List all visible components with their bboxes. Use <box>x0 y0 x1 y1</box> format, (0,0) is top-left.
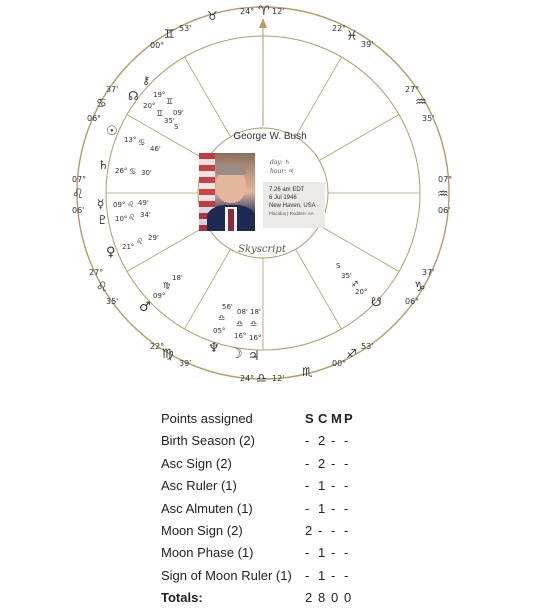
table-row <box>161 430 401 452</box>
chiron-sign-icon: ♊ <box>166 97 174 106</box>
aquarius-cusp-icon: ♒ <box>415 95 427 110</box>
libra-icon: ♎ <box>256 371 267 385</box>
libra-extra-minutes <box>238 317 239 318</box>
birth-time: 7.26 am EDT <box>269 187 305 193</box>
skyscript-logo: Skyscript <box>238 244 286 255</box>
pluto-degree: 10° <box>115 215 128 223</box>
mc-minutes: 12' <box>272 7 285 16</box>
gemini-icon: ♊ <box>164 27 175 41</box>
capricorn-icon: ♑ <box>414 280 426 295</box>
pisces-cusp-minutes: 39' <box>361 40 374 49</box>
table-header-score-m: M <box>331 411 342 426</box>
table-row-score-m: - <box>331 567 336 583</box>
jupiter-degree: 16° <box>249 334 262 342</box>
leo-icon: ♌ <box>72 187 84 202</box>
table-row-label: Birth Season (2) <box>161 433 255 449</box>
sagittarius-cusp-minutes: 53' <box>361 342 374 351</box>
south-node-sign-icon: ♐ <box>351 280 359 289</box>
table-row-label: Asc Ruler (1) <box>161 478 237 494</box>
virgo-cusp-minutes: 39' <box>179 359 192 368</box>
table-row-scores <box>305 475 357 497</box>
table-totals-scores <box>305 587 357 609</box>
saturn-sign-icon: ♋ <box>129 167 137 176</box>
table-totals-score-p: 0 <box>344 590 352 606</box>
mercury-minutes: 49' <box>138 199 149 207</box>
venus-sign-icon: ♌ <box>136 237 144 246</box>
house-system: Placidus | Rodden: AA <box>269 211 314 216</box>
jupiter-icon: ♃ <box>248 349 260 364</box>
table-row-scores <box>305 542 357 564</box>
table-row <box>161 453 401 475</box>
capricorn-cusp-degree: 06° <box>405 297 420 306</box>
saturn-minutes: 30' <box>141 169 152 177</box>
mercury-degree: 09° <box>113 201 126 209</box>
table-row <box>161 475 401 497</box>
table-row <box>161 565 401 587</box>
table-row-score-c: 1 <box>318 567 326 583</box>
table-row-label: Asc Almuten (1) <box>161 500 253 516</box>
pisces-icon: ♓ <box>346 29 358 44</box>
saturn-icon: ♄ <box>98 158 109 172</box>
table-row-scores <box>305 453 357 475</box>
table-totals-score-c: 8 <box>318 590 326 606</box>
scorpio-icon: ♏ <box>302 365 313 379</box>
aries-icon: ♈ <box>258 4 270 19</box>
person-name: George W. Bush <box>233 131 307 142</box>
table-totals-label: Totals: <box>161 590 203 606</box>
table-row-score-c: 2 <box>318 455 326 471</box>
birth-date: 6 Jul 1946 <box>269 195 297 201</box>
table-row <box>161 498 401 520</box>
table-header-scores <box>305 408 357 430</box>
table-row-score-s: - <box>305 545 310 561</box>
table-row-score-c: 1 <box>318 500 326 516</box>
table-row-score-m: - <box>331 478 336 494</box>
neptune-sign-icon: ♎ <box>218 313 226 322</box>
pisces-cusp-degree: 22° <box>332 24 347 33</box>
table-row-score-p: - <box>344 500 349 516</box>
day-ruler: day: ♄ <box>270 159 291 166</box>
table-row-score-m: - <box>331 433 336 449</box>
south-node-minutes: 35' <box>341 272 352 280</box>
moon-icon: ☽ <box>231 347 243 362</box>
leo-cusp-icon: ♌ <box>96 280 108 295</box>
mc-arrow <box>259 18 267 126</box>
table-row-scores <box>305 498 357 520</box>
jupiter-minutes: 18' <box>250 308 261 316</box>
table-row-score-c: - <box>318 522 323 538</box>
table-row-score-c: 1 <box>318 478 326 494</box>
table-header-score-s: S <box>305 411 314 426</box>
table-row-score-p: - <box>344 522 349 538</box>
birth-place: New Haven, USA <box>269 203 316 209</box>
mercury-icon: ☿ <box>97 197 105 211</box>
gemini-cusp-degree: 00° <box>150 41 165 50</box>
cancer-cusp-degree: 06° <box>87 114 102 123</box>
sagittarius-cusp-degree: 00° <box>332 359 347 368</box>
asc-degree: 07° <box>72 175 87 184</box>
sagittarius-icon: ♐ <box>346 347 357 361</box>
aquarius-icon: ♒ <box>437 187 449 202</box>
leo-cusp-degree: 27° <box>89 268 104 277</box>
pluto-sign-icon: ♌ <box>128 213 136 222</box>
table-row-score-s: - <box>305 478 310 494</box>
venus-icon: ♀ <box>106 245 116 260</box>
table-row-score-s: 2 <box>305 522 313 538</box>
table-row-scores <box>305 565 357 587</box>
table-row-score-m: - <box>331 522 336 538</box>
virgo-icon: ♍ <box>162 347 174 362</box>
table-row-score-m: - <box>331 500 336 516</box>
ic-degree: 24° <box>240 374 255 383</box>
dsc-minutes: 06' <box>438 206 451 215</box>
portrait-hair <box>216 163 246 175</box>
table-row <box>161 542 401 564</box>
table-row-score-c: 1 <box>318 545 326 561</box>
mercury-sign-icon: ♌ <box>127 200 135 209</box>
table-header-score-c: C <box>318 411 328 426</box>
sun-sign-icon: ♋ <box>138 138 146 147</box>
mars-degree: 09° <box>153 292 166 300</box>
north-node-icon: ☊ <box>128 89 139 103</box>
venus-degree: 21° <box>122 243 135 251</box>
table-row <box>161 520 401 542</box>
south-node-degree: 20° <box>355 288 368 296</box>
day-hour-rulers <box>270 158 294 176</box>
node-sign-icon: ♊ <box>156 109 164 118</box>
sun-degree: 13° <box>124 136 137 144</box>
node-degree: 20° <box>143 102 156 110</box>
table-totals-score-m: 0 <box>331 590 339 606</box>
mars-sign-icon: ♍ <box>163 281 171 290</box>
moon-sign-icon: ♎ <box>236 319 244 328</box>
birth-data-box <box>263 182 325 228</box>
ic-minutes: 12' <box>272 374 285 383</box>
hour-ruler: hour: ♃ <box>270 168 294 175</box>
aquarius-cusp-minutes: 35' <box>422 114 435 123</box>
jupiter-sign-icon: ♎ <box>250 319 258 328</box>
table-totals-score-s: 2 <box>305 590 313 606</box>
portrait-photo <box>199 153 255 231</box>
chiron-icon: ⚷ <box>142 74 151 87</box>
virgo-cusp-degree: 22° <box>150 342 165 351</box>
south-node-retro: S <box>336 262 341 270</box>
table-row-score-s: - <box>305 500 310 516</box>
moon-minutes: 08' <box>237 308 248 316</box>
neptune-degree: 05° <box>213 327 226 335</box>
pluto-minutes: 34' <box>140 211 151 219</box>
leo-cusp-minutes: 35' <box>106 297 119 306</box>
sun-icon: ☉ <box>106 124 118 139</box>
table-header <box>161 408 401 430</box>
node-minutes: 35' <box>164 117 175 125</box>
table-totals <box>161 587 401 609</box>
mc-degree: 24° <box>240 7 255 16</box>
table-row-label: Sign of Moon Ruler (1) <box>161 567 292 583</box>
table-row-score-p: - <box>344 455 349 471</box>
table-row-score-s: - <box>305 433 310 449</box>
cancer-icon: ♋ <box>96 96 107 110</box>
portrait-tie <box>228 209 234 231</box>
saturn-degree: 26° <box>115 167 128 175</box>
cancer-cusp-minutes: 37' <box>106 85 119 94</box>
pluto-icon: ♇ <box>97 213 108 227</box>
neptune-minutes: 56' <box>222 303 233 311</box>
sun-minutes: 46' <box>150 145 161 153</box>
dsc-degree: 07° <box>438 175 453 184</box>
venus-minutes: 29' <box>148 234 159 242</box>
table-row-score-m: - <box>331 455 336 471</box>
table-row-score-p: - <box>344 567 349 583</box>
table-row-score-c: 2 <box>318 433 326 449</box>
points-table <box>161 408 401 610</box>
mars-icon: ♂ <box>139 300 151 315</box>
aquarius-cusp-degree: 27° <box>405 85 420 94</box>
moon-degree: 16° <box>234 332 247 340</box>
capricorn-cusp-minutes: 37' <box>422 268 435 277</box>
table-row-score-p: - <box>344 478 349 494</box>
taurus-icon: ♉ <box>207 9 218 23</box>
table-row-label: Moon Sign (2) <box>161 522 243 538</box>
gemini-cusp-minutes: 53' <box>179 24 192 33</box>
libra-extra-glyph <box>238 299 239 300</box>
node-retro: S <box>174 123 179 131</box>
table-row-label: Asc Sign (2) <box>161 455 232 471</box>
table-row-scores <box>305 430 357 452</box>
chiron-minutes: 09' <box>173 109 184 117</box>
table-header-label: Points assigned <box>161 411 253 426</box>
mars-minutes: 18' <box>172 274 183 282</box>
table-row-label: Moon Phase (1) <box>161 545 254 561</box>
table-row-scores <box>305 520 357 542</box>
chiron-degree: 19° <box>153 91 166 99</box>
table-row-score-p: - <box>344 545 349 561</box>
table-row-score-m: - <box>331 545 336 561</box>
asc-minutes: 06' <box>72 206 85 215</box>
table-row-score-s: - <box>305 567 310 583</box>
neptune-icon: ♆ <box>208 341 220 356</box>
table-row-score-p: - <box>344 433 349 449</box>
table-row-score-s: - <box>305 455 310 471</box>
south-node-icon: ☋ <box>371 295 382 309</box>
table-header-score-p: P <box>344 411 353 426</box>
